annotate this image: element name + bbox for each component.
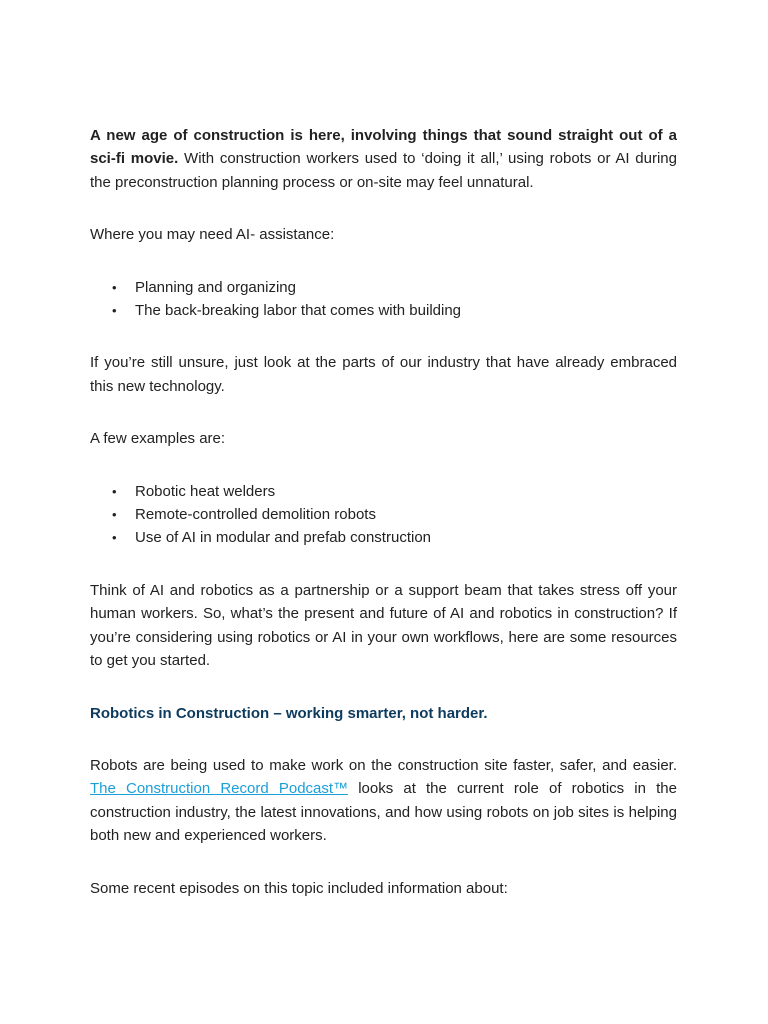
intro-rest: With construction workers used to ‘doing it all,’ using robots or AI during the preconstruction planning process or on-site may feel unnatural. (90, 150, 677, 191)
robots-paragraph (90, 754, 677, 848)
bullet-icon: • (112, 507, 117, 523)
list-item (90, 503, 677, 526)
list-item-label: Remote-controlled demolition robots (135, 506, 376, 524)
assistance-lead: Where you may need AI- assistance: (90, 226, 335, 244)
list-item-label: The back-breaking labor that comes with building (135, 302, 462, 320)
list-item-label: Planning and organizing (135, 278, 296, 296)
partnership-paragraph: Think of AI and robotics as a partnership or a support beam that takes stress off your human workers. So, what’s the present and future of AI and robotics in construction? If you’re considering using robotics or AI in your own workflows, here are some resources to get you started. (90, 581, 677, 670)
robots-text-after-link: looks at the current role of robotics in the construction industry, the latest innovations, and how using robots on job sites is helping both new and experienced workers. (90, 780, 677, 845)
bullet-icon: • (112, 303, 117, 319)
bullet-icon: • (112, 483, 117, 499)
recent-episodes-paragraph: Some recent episodes on this topic included information about: (90, 879, 508, 897)
list-item (90, 276, 677, 299)
robots-text-before-link: Robots are being used to make work on the construction site faster, safer, and easier. (90, 756, 677, 774)
list-item (90, 526, 677, 549)
section-heading: Robotics in Construction – working smarter, not harder. (90, 704, 488, 722)
intro-bold-lead: A new age of construction is here, involving things that sound straight out of a sci-fi movie. (90, 127, 677, 168)
assistance-list (90, 276, 677, 323)
examples-lead: A few examples are: (90, 430, 226, 448)
examples-list (90, 480, 677, 550)
list-item (90, 480, 677, 503)
bullet-icon: • (112, 530, 117, 546)
list-item (90, 299, 677, 322)
bullet-icon: • (112, 279, 117, 295)
unsure-paragraph: If you’re still unsure, just look at the parts of our industry that have already embraced this new technology. (90, 354, 677, 395)
document-body (90, 124, 677, 929)
list-item-label: Use of AI in modular and prefab construction (135, 529, 432, 547)
list-item-label: Robotic heat welders (135, 482, 276, 500)
podcast-link[interactable]: The Construction Record Podcast™ (90, 780, 349, 798)
intro-paragraph (90, 124, 677, 194)
